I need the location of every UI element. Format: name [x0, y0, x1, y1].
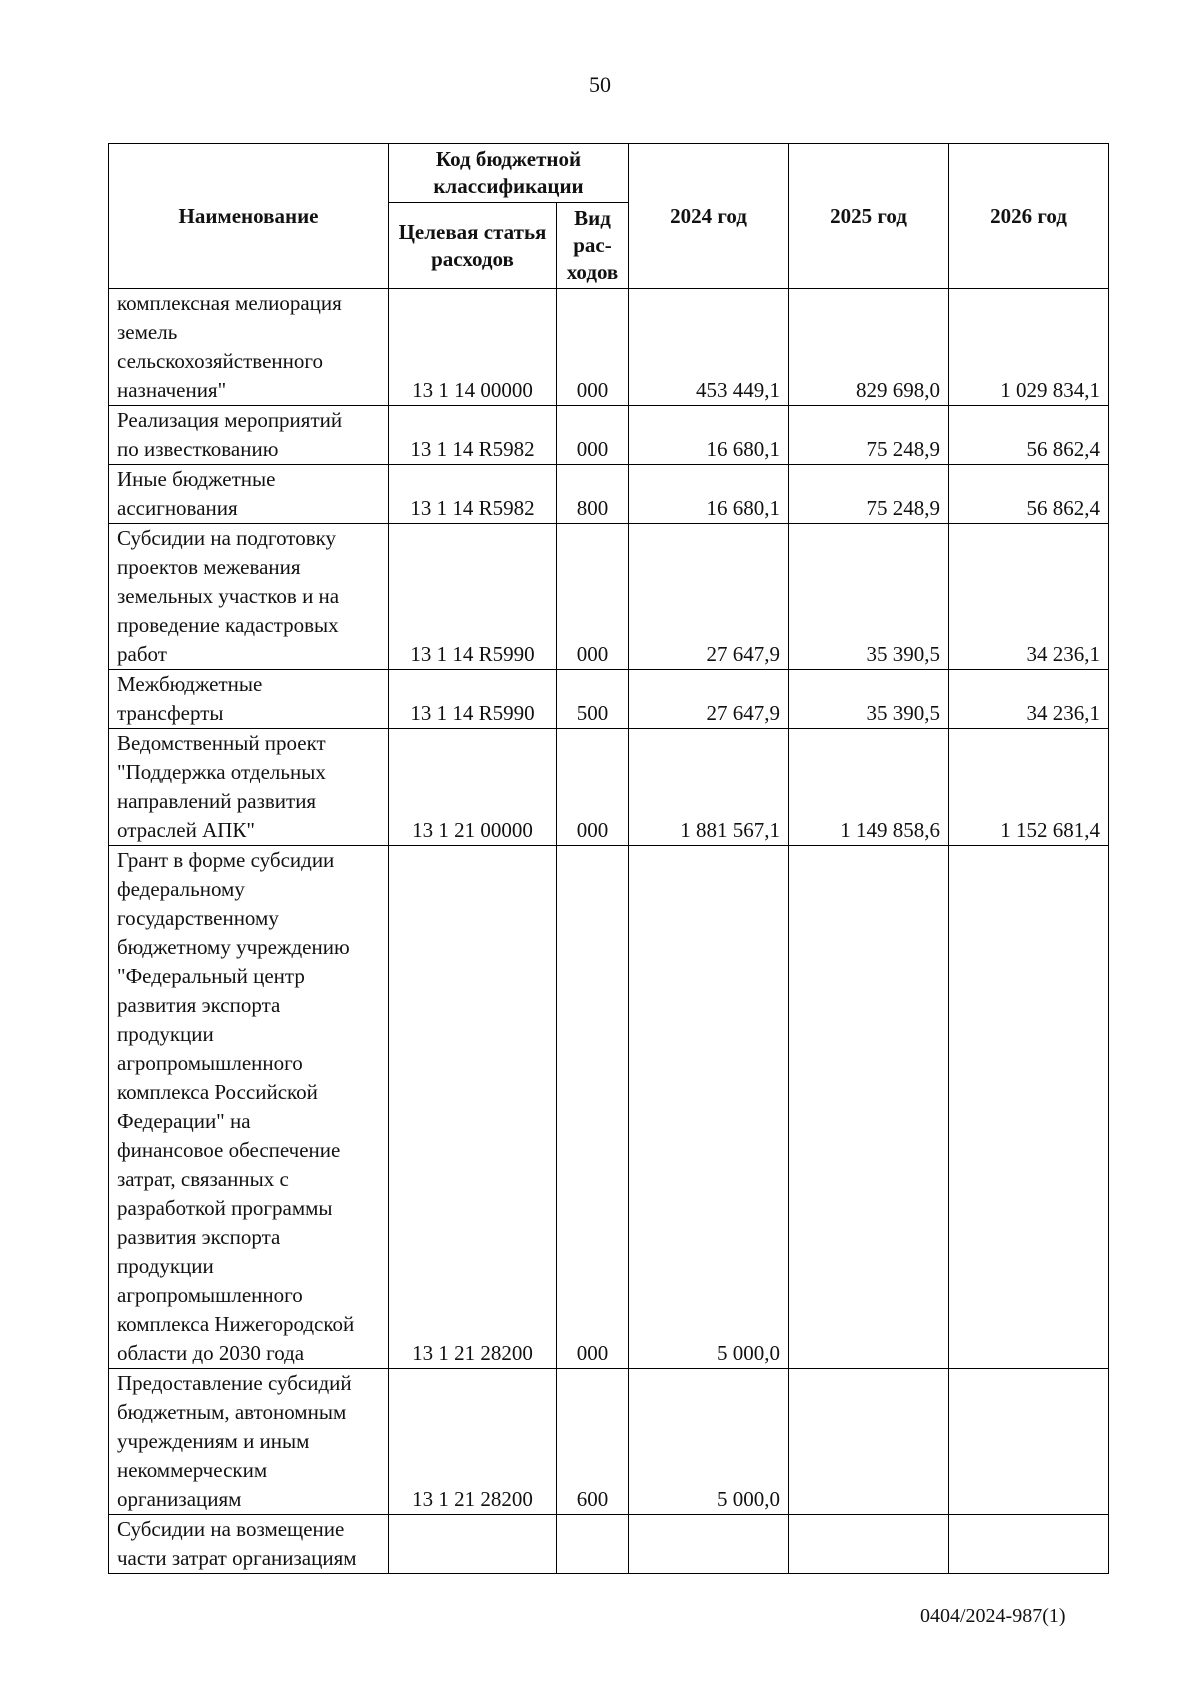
budget-table: [108, 143, 1109, 1574]
amount-2025: [789, 1369, 949, 1515]
table-row: [109, 846, 1109, 1369]
expense-kind-code: 000: [557, 846, 629, 1369]
row-name: Иные бюджетные ассигнования: [109, 465, 389, 524]
header-expense-kind: Вид рас-ходов: [557, 203, 629, 289]
target-article-code: 13 1 14 R5982: [389, 465, 557, 524]
header-2025: 2025 год: [789, 144, 949, 289]
amount-2025: 829 698,0: [789, 289, 949, 406]
amount-2024: [629, 1515, 789, 1574]
expense-kind-code: [557, 1515, 629, 1574]
amount-2026: 1 152 681,4: [949, 729, 1109, 846]
row-name: Межбюджетные трансферты: [109, 670, 389, 729]
table-row: [109, 1369, 1109, 1515]
row-name: Ведомственный проект "Поддержка отдельных направлений развития отраслей АПК": [109, 729, 389, 846]
header-2026: 2026 год: [949, 144, 1109, 289]
table-row: [109, 289, 1109, 406]
target-article-code: [389, 1515, 557, 1574]
table-row: [109, 524, 1109, 670]
row-name: Субсидии на возмещение части затрат организациям: [109, 1515, 389, 1574]
table-row: [109, 406, 1109, 465]
expense-kind-code: 000: [557, 406, 629, 465]
amount-2026: 56 862,4: [949, 465, 1109, 524]
amount-2024: 5 000,0: [629, 1369, 789, 1515]
amount-2025: 75 248,9: [789, 406, 949, 465]
amount-2026: 56 862,4: [949, 406, 1109, 465]
row-name: Грант в форме субсидии федеральному государственному бюджетному учреждению "Федеральный центр развития экспорта продукции агропромышленного комплекса Российской Федерации" на финансовое обеспечение затрат, связанных с разработкой программы развития экспорта продукции агропромышленного комплекса Нижегородской области до 2030 года: [109, 846, 389, 1369]
header-2024: 2024 год: [629, 144, 789, 289]
table-row: [109, 729, 1109, 846]
header-name: Наименование: [109, 144, 389, 289]
amount-2024: 16 680,1: [629, 465, 789, 524]
amount-2025: 35 390,5: [789, 524, 949, 670]
amount-2026: 34 236,1: [949, 670, 1109, 729]
expense-kind-code: 500: [557, 670, 629, 729]
table-row: [109, 465, 1109, 524]
amount-2024: 453 449,1: [629, 289, 789, 406]
expense-kind-code: 800: [557, 465, 629, 524]
header-code-group: Код бюджетной классификации: [389, 144, 629, 203]
target-article-code: 13 1 14 00000: [389, 289, 557, 406]
expense-kind-code: 600: [557, 1369, 629, 1515]
amount-2024: 16 680,1: [629, 406, 789, 465]
table-row: [109, 670, 1109, 729]
target-article-code: 13 1 14 R5982: [389, 406, 557, 465]
row-name: Реализация мероприятий по известкованию: [109, 406, 389, 465]
amount-2026: 34 236,1: [949, 524, 1109, 670]
target-article-code: 13 1 14 R5990: [389, 670, 557, 729]
amount-2026: [949, 846, 1109, 1369]
target-article-code: 13 1 21 00000: [389, 729, 557, 846]
row-name: Предоставление субсидий бюджетным, автономным учреждениям и иным некоммерческим организациям: [109, 1369, 389, 1515]
amount-2026: [949, 1369, 1109, 1515]
header-row-1: [109, 144, 1109, 203]
amount-2025: [789, 1515, 949, 1574]
amount-2024: 1 881 567,1: [629, 729, 789, 846]
target-article-code: 13 1 21 28200: [389, 846, 557, 1369]
amount-2026: 1 029 834,1: [949, 289, 1109, 406]
table-row: [109, 1515, 1109, 1574]
row-name: комплексная мелиорация земель сельскохозяйственного назначения": [109, 289, 389, 406]
expense-kind-code: 000: [557, 524, 629, 670]
document-id: 0404/2024-987(1): [920, 1605, 1066, 1627]
amount-2026: [949, 1515, 1109, 1574]
row-name: Субсидии на подготовку проектов межевания земельных участков и на проведение кадастровых работ: [109, 524, 389, 670]
amount-2025: 75 248,9: [789, 465, 949, 524]
amount-2025: [789, 846, 949, 1369]
amount-2025: 1 149 858,6: [789, 729, 949, 846]
expense-kind-code: 000: [557, 729, 629, 846]
target-article-code: 13 1 14 R5990: [389, 524, 557, 670]
expense-kind-code: 000: [557, 289, 629, 406]
page-number: 50: [589, 72, 611, 97]
amount-2024: 5 000,0: [629, 846, 789, 1369]
header-target-article: Целевая статья расходов: [389, 203, 557, 289]
amount-2024: 27 647,9: [629, 670, 789, 729]
amount-2024: 27 647,9: [629, 524, 789, 670]
target-article-code: 13 1 21 28200: [389, 1369, 557, 1515]
amount-2025: 35 390,5: [789, 670, 949, 729]
